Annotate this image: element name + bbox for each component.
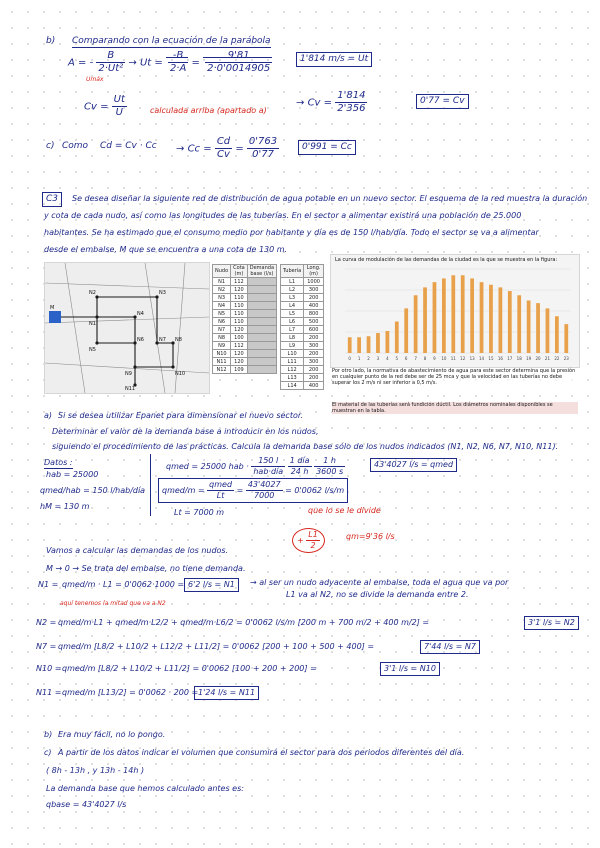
node-table-cell: N1 bbox=[213, 278, 231, 286]
qmed-result: 43'4027 l/s = qmed bbox=[370, 458, 457, 472]
chart-bar bbox=[470, 278, 474, 353]
node-label-N3: N3 bbox=[159, 290, 166, 296]
node-label-N9: N9 bbox=[125, 371, 132, 377]
pipe-table-cell: 200 bbox=[304, 334, 324, 342]
node-table-cell bbox=[247, 278, 276, 286]
demand-n11-expr: qmed/m [L13/2] = 0'0062 · 200 = bbox=[62, 688, 199, 697]
chart-hour-label: 10 bbox=[441, 356, 447, 361]
chart-hour-label: 4 bbox=[386, 356, 389, 361]
chart-hour-label: 22 bbox=[554, 356, 560, 361]
node-table-row bbox=[213, 350, 277, 358]
pipe-table-cell: 600 bbox=[304, 326, 324, 334]
datos-hab: hab = 25000 bbox=[46, 470, 99, 479]
chart-hour-label: 8 bbox=[423, 356, 427, 361]
pipe-table-cell: L12 bbox=[281, 366, 304, 374]
demand-n1-note2: L1 va al N2, no se divide la demanda entre 2. bbox=[286, 590, 469, 599]
node-table-cell: 110 bbox=[231, 294, 248, 302]
chart-hour-label: 21 bbox=[544, 356, 551, 361]
calc-qmedm: qmed/m = qmed Lt = $\frac{43'4027}{7000}$ = 0'0062 l/s/m bbox=[158, 478, 348, 503]
pipe-table-header: Tubería bbox=[281, 265, 304, 278]
pipe-table-cell: 800 bbox=[304, 310, 324, 318]
chart-hour-label: 5 bbox=[395, 356, 399, 361]
pipe-table-row bbox=[281, 334, 324, 342]
chart-hour-label: 3 bbox=[376, 356, 380, 361]
pipe-table-header: Long. (m) bbox=[304, 265, 324, 278]
chart-hour-label: 11 bbox=[450, 356, 456, 361]
pipe-table-cell: L1 bbox=[281, 278, 304, 286]
demand-n2-expr: qmed/m·L1 + qmed/m·L2/2 + qmed/m·L6/2 = 0'0062 l/s/m [200 m + 700 m/2 + 400 m/2] = bbox=[58, 618, 430, 627]
node-table-cell: 120 bbox=[231, 350, 248, 358]
node-table bbox=[212, 264, 277, 374]
pipe-table-cell: 200 bbox=[304, 374, 324, 382]
part-a-line3: siguiendo el procedimiento de las prácticas. Calcula la demanda base sólo de los nudos indicados (N1, N2, N6, N7, N10, N11). bbox=[52, 442, 559, 451]
pipe-table-cell: L3 bbox=[281, 294, 304, 302]
pipe-table-row bbox=[281, 302, 324, 310]
demand-n10-result: 3'1 l/s = N10 bbox=[380, 662, 440, 676]
chart-hour-label: 18 bbox=[516, 356, 522, 361]
node-table-cell: 120 bbox=[231, 358, 248, 366]
node-label-N11: N11 bbox=[125, 386, 136, 392]
pipe-table-cell: L5 bbox=[281, 310, 304, 318]
chart-bar bbox=[489, 285, 493, 353]
node-table-cell bbox=[247, 310, 276, 318]
pipe-table-row bbox=[281, 366, 324, 374]
pipe-table-cell: 200 bbox=[304, 294, 324, 302]
chart-bar bbox=[367, 336, 371, 353]
node-table-cell: N4 bbox=[213, 302, 231, 310]
pipe-table-cell: 200 bbox=[304, 366, 324, 374]
part-c2-line1: A partir de los datos indicar el volumen que consumirá el sector para dos periodos diferentes del día. bbox=[58, 748, 465, 757]
chart-bar bbox=[357, 337, 361, 353]
pipe-table-row bbox=[281, 350, 324, 358]
node-table-cell bbox=[247, 334, 276, 342]
figure-note-1: Por otro lado, la normativa de abastecimiento de agua para este sector determina que la presión en cualquier punto de la red debe ser de 25 mca y que la velocidad en las tuberías no debe superar los 2 m/s ni ser inferior a 0,5 m/s. bbox=[332, 368, 578, 386]
node-table-cell: N7 bbox=[213, 326, 231, 334]
part-a-line2: Determinar el valor de la demanda base a introducir en los nudos, bbox=[52, 427, 319, 436]
part-b-label: b) bbox=[46, 36, 56, 46]
part-c-text: Como bbox=[62, 141, 89, 151]
part-c-label: c) bbox=[46, 141, 55, 151]
pipe-table-row bbox=[281, 318, 324, 326]
chart-hour-label: 14 bbox=[478, 356, 485, 361]
pipe-table-row bbox=[281, 294, 324, 302]
pipe-table-cell: 1000 bbox=[304, 278, 324, 286]
cd-eq: Cd = Cv · Cc bbox=[100, 141, 157, 151]
red-note: que lo se le divide bbox=[308, 506, 381, 515]
pipe-table-row bbox=[281, 342, 324, 350]
part-b2-text: Era muy fácil, no lo pongo. bbox=[58, 730, 166, 739]
node-table-row bbox=[213, 358, 277, 366]
chart-hour-label: 16 bbox=[497, 356, 503, 361]
pipe-table-cell: L4 bbox=[281, 302, 304, 310]
pipe-table-cell: L11 bbox=[281, 358, 304, 366]
node-table-row bbox=[213, 366, 277, 374]
node-label-N4: N4 bbox=[137, 311, 144, 317]
cc-result: 0'991 = Cc bbox=[298, 140, 356, 155]
node-table-cell: 112 bbox=[231, 342, 248, 350]
datos-qmed: qmed/hab = 150 l/hab/día bbox=[40, 486, 146, 495]
demand-curve-figure bbox=[330, 254, 580, 368]
node-table-cell bbox=[247, 318, 276, 326]
node-table-cell bbox=[247, 302, 276, 310]
chart-bar bbox=[480, 282, 484, 353]
chart-hour-label: 13 bbox=[469, 356, 475, 361]
part-c2-line2: ( 8h - 13h , y 13h - 14h ) bbox=[46, 766, 145, 775]
chart-hour-label: 0 bbox=[348, 356, 351, 361]
node-table-cell bbox=[247, 294, 276, 302]
node-table-cell: N8 bbox=[213, 334, 231, 342]
node-table-cell: 120 bbox=[231, 286, 248, 294]
node-table-cell: N10 bbox=[213, 350, 231, 358]
node-table-cell: N2 bbox=[213, 286, 231, 294]
lt-value: Lt = 7000 m bbox=[174, 508, 225, 517]
pipe-table-cell: L13 bbox=[281, 374, 304, 382]
node-table-cell: 120 bbox=[231, 326, 248, 334]
part-c2-label: c) bbox=[44, 748, 52, 757]
pipe-table-cell: L7 bbox=[281, 326, 304, 334]
node-label-N6: N6 bbox=[137, 337, 144, 343]
node-table-cell: N12 bbox=[213, 366, 231, 374]
node-table-cell: N6 bbox=[213, 318, 231, 326]
node-table-row bbox=[213, 278, 277, 286]
node-table-cell: N9 bbox=[213, 342, 231, 350]
pipe-table-cell: 500 bbox=[304, 318, 324, 326]
node-table-row bbox=[213, 326, 277, 334]
chart-hour-label: 7 bbox=[414, 356, 417, 361]
datos-label: Datos : bbox=[44, 458, 73, 467]
chart-hour-label: 12 bbox=[460, 356, 466, 361]
part-b2-label: b) bbox=[44, 730, 53, 739]
demand-M: M → 0 → Se trata del embalse, no tiene demanda. bbox=[46, 564, 246, 573]
node-table-row bbox=[213, 334, 277, 342]
datos-hM: hM = 130 m bbox=[40, 502, 90, 511]
cv-result: 0'77 = Cv bbox=[416, 94, 469, 109]
network-schematic bbox=[44, 262, 210, 394]
pipe-table bbox=[280, 264, 324, 390]
vt-result: 1'814 m/s = Ut bbox=[296, 52, 372, 67]
red-result: qm=9'36 l/s bbox=[346, 532, 395, 541]
node-table-cell bbox=[247, 342, 276, 350]
vmax-note: Umáx bbox=[86, 76, 104, 83]
chart-hour-label: 23 bbox=[563, 356, 569, 361]
chart-bar bbox=[527, 301, 531, 354]
node-label-N2: N2 bbox=[89, 290, 96, 296]
chart-hour-label: 17 bbox=[507, 356, 513, 361]
node-label-N8: N8 bbox=[175, 337, 182, 343]
part-a-label: a) bbox=[44, 411, 53, 420]
part-c2-line4: qbase = 43'4027 l/s bbox=[46, 800, 127, 809]
node-table-cell bbox=[247, 350, 276, 358]
chart-bar bbox=[442, 278, 446, 353]
demand-n7-expr: qmed/m [L8/2 + L10/2 + L12/2 + L11/2] = 0'0062 [200 + 100 + 500 + 400] = bbox=[58, 642, 375, 651]
pipe-table-row bbox=[281, 326, 324, 334]
node-table-cell: 100 bbox=[231, 334, 248, 342]
chart-hour-label: 15 bbox=[488, 356, 494, 361]
node-table-cell bbox=[247, 358, 276, 366]
chart-bar bbox=[385, 331, 389, 353]
node-label-N5: N5 bbox=[89, 347, 96, 353]
chart-bar bbox=[414, 295, 418, 353]
demand-n7-lhs: N7 = bbox=[36, 642, 57, 651]
cv-note: calculada arriba (apartado a) bbox=[150, 106, 267, 115]
pipe-table-cell: 400 bbox=[304, 302, 324, 310]
demand-n1-expr: qmed/m · L1 = 0'0062·1000 = bbox=[62, 580, 185, 589]
problem-line1: Se desea diseñar la siguiente red de distribución de agua potable en un nuevo sector. El esquema de la red muestra la duración bbox=[72, 194, 588, 203]
problem-line3: habitantes. Se ha estimado que el consumo medio por habitante y día es de 150 l/hab/día. Todo el sector se va a alimentar bbox=[44, 228, 539, 237]
node-table-cell: 109 bbox=[231, 366, 248, 374]
part-b-heading: Comparando con la ecuación de la parábola bbox=[72, 36, 271, 46]
node-table-row bbox=[213, 310, 277, 318]
part-a-line1: Si se desea utilizar Epanet para dimensionar el nuevo sector. bbox=[58, 411, 303, 420]
pipe-table-cell: L6 bbox=[281, 318, 304, 326]
chart-hour-label: 19 bbox=[526, 356, 532, 361]
chart-bar bbox=[555, 316, 559, 353]
pipe-table-cell: 300 bbox=[304, 358, 324, 366]
cc-eq: → Cc = $\frac{Cd}{Cv}$ = $\frac{0'763}{0'77}$ bbox=[176, 136, 278, 160]
demand-n10-expr: qmed/m [L8/2 + L10/2 + L11/2] = 0'0062 [100 + 200 + 200] = bbox=[62, 664, 317, 673]
node-table-header: Cota (m) bbox=[231, 265, 248, 278]
problem-line4: desde el embalse, M que se encuentra a una cota de 130 m. bbox=[44, 245, 288, 254]
node-label-N10: N10 bbox=[175, 371, 186, 377]
pipe-table-row bbox=[281, 382, 324, 390]
node-table-row bbox=[213, 318, 277, 326]
demand-n1-note1: → al ser un nudo adyacente al embalse, toda el agua que va por bbox=[250, 578, 509, 587]
eq-cv2: → Cv = $\frac{1'814}{2'356}$ bbox=[296, 90, 366, 114]
pipe-table-cell: 300 bbox=[304, 342, 324, 350]
node-table-cell: 112 bbox=[231, 278, 248, 286]
pipe-table-cell: L2 bbox=[281, 286, 304, 294]
chart-bar bbox=[451, 275, 455, 353]
demand-n2-note: aquí tenemos la mitad que va a N2 bbox=[60, 600, 166, 607]
node-table-cell: N5 bbox=[213, 310, 231, 318]
node-table-cell: N11 bbox=[213, 358, 231, 366]
demand-chart-svg bbox=[331, 263, 579, 367]
node-table-row bbox=[213, 302, 277, 310]
pipe-table-row bbox=[281, 374, 324, 382]
demand-n2-lhs: N2 = bbox=[36, 618, 57, 627]
chart-bar bbox=[404, 308, 408, 353]
demand-n10-lhs: N10 = bbox=[36, 664, 62, 673]
pipe-table-cell: L14 bbox=[281, 382, 304, 390]
chart-bar bbox=[498, 287, 502, 353]
node-table-cell bbox=[247, 286, 276, 294]
eq-cv: Cv = $\frac{Ut}{U}$ bbox=[84, 94, 125, 118]
chart-bar bbox=[423, 287, 427, 353]
chart-title: La curva de modulación de las demandas de la ciudad es la que se muestra en la figura: bbox=[335, 257, 558, 263]
part-c2-line3: La demanda base que hemos calculado antes es: bbox=[46, 784, 244, 793]
demand-n2-result: 3'1 l/s = N2 bbox=[524, 616, 579, 630]
node-table-cell: 110 bbox=[231, 318, 248, 326]
pipe-table-cell: L9 bbox=[281, 342, 304, 350]
node-table-header: Nudo bbox=[213, 265, 231, 278]
problem-label: C3 bbox=[42, 192, 62, 207]
chart-bar bbox=[517, 295, 521, 353]
node-table-cell bbox=[247, 366, 276, 374]
eq-A: A = - $\frac{B}{\text{2·Ut²}}$ → Ut = $\frac{-B}{2\cdot A}$ = $\frac{9'81}{2\cdot 0'0014905}$ bbox=[68, 50, 271, 74]
chart-bar bbox=[395, 322, 399, 354]
node-label-N7: N7 bbox=[159, 337, 166, 343]
chart-hour-label: 20 bbox=[535, 356, 541, 361]
reservoir-M bbox=[49, 311, 61, 323]
chart-bar bbox=[508, 291, 512, 353]
network-svg bbox=[45, 263, 209, 393]
demand-n11-lhs: N11 = bbox=[36, 688, 62, 697]
pipe-table-cell: 300 bbox=[304, 286, 324, 294]
node-table-row bbox=[213, 286, 277, 294]
chart-bar bbox=[536, 303, 540, 353]
node-table-header: Demanda base (l/s) bbox=[247, 265, 276, 278]
pipe-table-cell: L8 bbox=[281, 334, 304, 342]
figure-note-2: El material de las tuberías será fundición dúctil. Los diámetros nominales disponibles se muestran en la tabla. bbox=[332, 402, 578, 414]
pipe-table-cell: 400 bbox=[304, 382, 324, 390]
demand-n1-result: 6'2 l/s = N1 bbox=[184, 578, 239, 592]
node-table-row bbox=[213, 342, 277, 350]
pipe-table-row bbox=[281, 278, 324, 286]
demand-n7-result: 7'44 l/s = N7 bbox=[420, 640, 480, 654]
problem-line2: y cota de cada nudo, así como las longitudes de las tuberías. En el sector a alimentar existirá una población de 25.000 bbox=[44, 211, 522, 220]
demand-n1-lhs: N1 = bbox=[38, 580, 59, 589]
node-label-N1: N1 bbox=[89, 321, 96, 327]
chart-hour-label: 9 bbox=[433, 356, 436, 361]
red-fraction: + $\frac{L1}{2}$ bbox=[292, 528, 325, 553]
pipe-table-row bbox=[281, 310, 324, 318]
demands-intro: Vamos a calcular las demandas de los nudos. bbox=[46, 546, 229, 555]
chart-hour-label: 2 bbox=[367, 356, 370, 361]
pipe-table-row bbox=[281, 286, 324, 294]
node-table-cell: 110 bbox=[231, 310, 248, 318]
chart-bar bbox=[546, 308, 550, 353]
chart-hour-label: 6 bbox=[404, 356, 408, 361]
pipe-table-cell: L10 bbox=[281, 350, 304, 358]
pipe-table-row bbox=[281, 358, 324, 366]
node-table-cell: N3 bbox=[213, 294, 231, 302]
pipe-table-cell: 200 bbox=[304, 350, 324, 358]
chart-hour-label: 1 bbox=[357, 356, 361, 361]
chart-bar bbox=[433, 282, 437, 353]
brace-line bbox=[150, 454, 151, 516]
chart-bar bbox=[376, 333, 380, 353]
node-table-cell: 110 bbox=[231, 302, 248, 310]
demand-n11-result: 1'24 l/s = N11 bbox=[194, 686, 259, 700]
node-table-row bbox=[213, 294, 277, 302]
node-table-cell bbox=[247, 326, 276, 334]
chart-bar bbox=[461, 275, 465, 353]
calc-qmed: qmed = 25000 hab · 150 l hab·día 1 día 24 h $\frac{1 h}{3600 s}$ bbox=[166, 456, 344, 476]
chart-bar bbox=[348, 337, 352, 353]
node-label-M: M bbox=[50, 305, 55, 311]
chart-bar bbox=[564, 324, 568, 353]
